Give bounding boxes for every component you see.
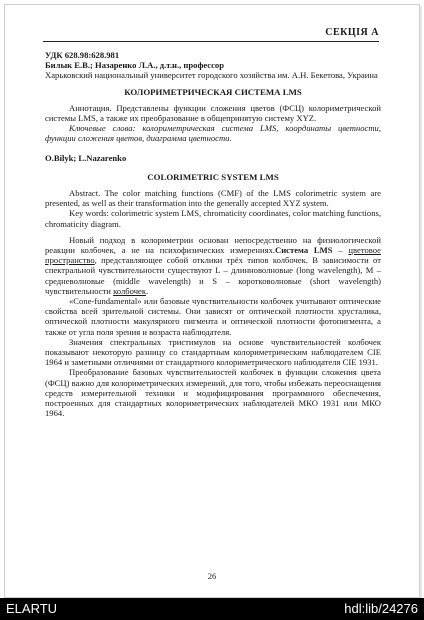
color-space-link[interactable]: цветовое пространство [45,245,381,266]
title-ru: КОЛОРИМЕТРИЧЕСКАЯ СИСТЕМА LMS [124,86,302,97]
para1-dash: – [332,245,349,256]
header-rule [43,41,379,42]
keywords-ru: Ключевые слова: колориметрическая система LMS, координаты цветности, функции сложения цветов, диаграмма цветности. [45,123,381,144]
para1-text-a: Новый подход в колориметрии основан непосредственно на физиологической реакции колбочек, а не на психофизических измерениях. [45,234,381,256]
para1-text-e: , представляющее собой отклики трёх типов колбочек. В зависимости от спектральной чувствительности существуют L – длинноволновые (long wavelength), M – средневолновые (middle wavelength) и S – коротковолновые (short wavelength) чувствительности [45,255,381,296]
document-page [4,4,420,598]
affiliation: Харьковский национальный университет городского хозяйства им. А.Н. Бекетова, Украина [45,70,378,81]
keywords-en: Key words: colorimetric system LMS, chromaticity coordinates, color matching functions, chromaticity diagram. [45,208,381,229]
abstract-ru: Аннотация. Представлены функции сложения цветов (ФСЦ) колориметрической системы LMS, а также их преобразование в общепринятую систему XYZ. [45,102,381,124]
system-lms-term: Система LMS [275,245,333,256]
para1-text-g: . [146,285,149,296]
paragraph-tristimulus: Значения спектральных тристимулов на основе чувствительностей колбочек показывают некоторую разницу со стандартным колориметрическим наблюдателем CIE 1964 и заметными отличиями от стандартного колориметрического наблюдателя CIE 1931. [45,336,381,368]
paragraph-intro [45,235,381,296]
cones-link[interactable]: колбочек [113,285,147,296]
article-body [45,50,381,419]
paragraph-transformation: Преобразование базовых чувствительностей колбочек в функции сложения цвета (ФСЦ) важно для колориметрических измерений, для того, чтобы избежать переоснащения средств измерительной техники и модифицирования программного обеспечения, построенных для стандартных колориметрических наблюдателей МКО 1931 или МКО 1964. [45,367,381,419]
udk-code: УДК 628.98:628.981 [45,50,120,60]
authors-ru: Билык Е.В.; Назаренко Л.А., д.т.н., профессор [45,60,225,71]
abstract-en: Abstract. The color matching functions (CMF) of the LMS colorimetric system are presented, as well as their transformation into the generally accepted XYZ system. [45,188,381,209]
page-number: 26 [207,571,217,581]
section-header: СЕКЦІЯ А [325,27,379,38]
title-en: COLORIMETRIC SYSTEM LMS [147,171,279,182]
repository-footer-bar [0,598,424,620]
handle-id[interactable]: hdl:lib/24276 [344,601,418,616]
authors-en: O.Bilyk; L.Nazarenko [45,152,127,163]
paragraph-cone-fundamental: «Cone-fundamental» или базовые чувствительности колбочек учитывают оптические свойства всей зрительной системы. Они зависят от оптической плотности хрусталика, оптической плотности макулярного пигмента и оптической плотности фотопигмента, а также от угла поля зрения и возраста наблюдателя. [45,296,381,337]
repository-name: ELARTU [6,601,58,616]
